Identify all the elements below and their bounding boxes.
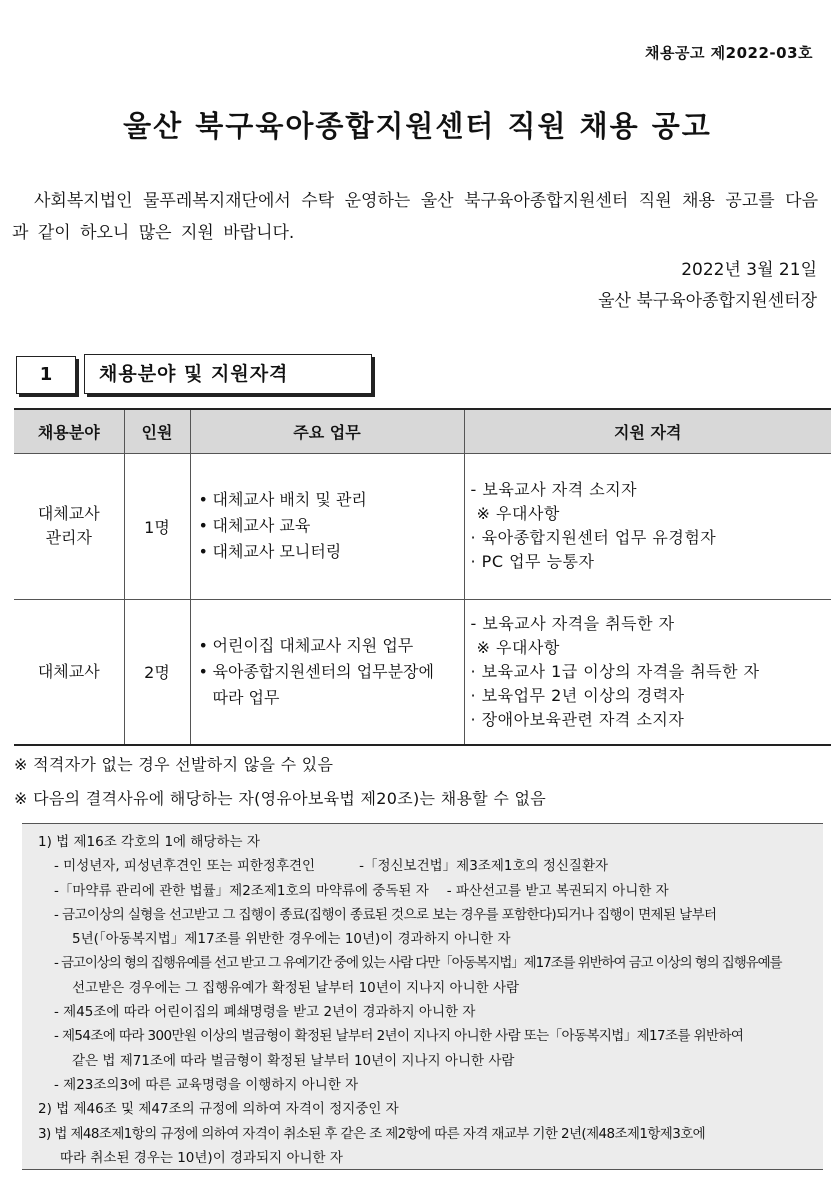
disqualification-subitem: - 금고이상의 형의 집행유예를 선고 받고 그 유예기간 중에 있는 사람 다만「아동복지법」제17조를 위반하여 금고 이상의 형의 집행유예를: [54, 955, 782, 972]
duty-item-continued: 따라 업무: [212, 687, 280, 707]
duty-item: • 대체교사 모니터링: [199, 539, 464, 565]
note-disqualification: ※ 다음의 결격사유에 해당하는 자(영유아보육법 제20조)는 채용할 수 없음: [14, 789, 547, 808]
disqualification-item: 2) 법 제46조 및 제47조의 규정에 의하여 자격이 정지중인 자: [38, 1101, 399, 1118]
header-duties: 주요 업무: [190, 409, 464, 453]
qualification-line: · 보육교사 1급 이상의 자격을 취득한 자: [470, 661, 760, 681]
qualification-line: - 보육교사 자격 소지자: [470, 480, 638, 499]
disqualification-subitem: - 제54조에 따라 300만원 이상의 벌금형이 확정된 날부터 2년이 지나지 아니한 사람 또는「아동복지법」제17조를 위반하여: [54, 1028, 744, 1045]
header-qualifications: 지원 자격: [464, 409, 831, 453]
note-no-qualified: ※ 적격자가 없는 경우 선발하지 않을 수 있음: [14, 755, 334, 774]
qualification-line: - 보육교사 자격을 취득한 자: [470, 613, 675, 633]
qualifications-cell: [464, 453, 831, 599]
notice-number: 채용공고 제2022-03호: [644, 44, 813, 62]
intro-paragraph: [12, 185, 818, 249]
qualification-line: · 육아종합지원센터 업무 유경험자: [470, 528, 717, 547]
field-cell: 대체교사: [14, 599, 124, 745]
disqualification-item: 3) 법 제48조제1항의 규정에 의하여 자격이 취소된 후 같은 조 제2항에 따른 자격 재교부 기한 2년(제48조제1항제3호에: [38, 1125, 706, 1142]
field-name-line: 대체교사: [37, 504, 100, 523]
preferred-label: ※ 우대사항: [476, 637, 560, 657]
duty-item: • 대체교사 배치 및 관리: [199, 487, 464, 513]
document-title: 울산 북구육아종합지원센터 직원 채용 공고: [123, 109, 712, 143]
disqualification-subitem: - 제45조에 따라 어린이집의 폐쇄명령을 받고 2년이 경과하지 아니한 자: [54, 1004, 476, 1021]
section-title: 채용분야 및 지원자격: [84, 354, 372, 394]
announcement-date: 2022년 3월 21일: [681, 260, 817, 280]
disqualification-text: -「마약류 관리에 관한 법률」제2조제1호의 마약류에 중독된 자: [54, 882, 429, 899]
disqualification-subitem: [34, 879, 813, 903]
qualification-line: · 장애아보육관련 자격 소지자: [470, 709, 685, 729]
section-number: 1: [16, 356, 76, 394]
count-cell: 2명: [124, 599, 190, 745]
disqualification-continued: 따라 취소된 경우는 10년)이 경과되지 아니한 자: [60, 1149, 343, 1166]
field-cell: [14, 453, 124, 599]
disqualification-text: -「정신보건법」제3조제1호의 정신질환자: [359, 858, 609, 875]
disqualification-continued: 5년(「아동복지법」제17조를 위반한 경우에는 10년)이 경과하지 아니한 자: [72, 931, 511, 948]
disqualification-continued: 선고받은 경우에는 그 집행유예가 확정된 날부터 10년이 지나지 아니한 사람: [72, 979, 520, 996]
issuer-name: 울산 북구육아종합지원센터장: [598, 291, 817, 311]
disqualification-subitem: - 금고이상의 실형을 선고받고 그 집행이 종료(집행이 종료된 것으로 보는 경우를 포함한다)되거나 집행이 면제된 날부터: [54, 906, 717, 923]
disqualification-text: - 파산선고를 받고 복권되지 아니한 자: [446, 882, 669, 899]
field-name-line: 관리자: [45, 528, 92, 547]
qualifications-cell: [464, 599, 831, 745]
disqualification-subitem: - 제23조의3에 따른 교육명령을 이행하지 아니한 자: [54, 1076, 359, 1093]
qualification-line: · 보육업무 2년 이상의 경력자: [470, 685, 685, 705]
disqualification-subitem: [34, 854, 813, 878]
disqualification-item: 1) 법 제16조 각호의 1에 해당하는 자: [38, 834, 260, 850]
duty-item: • 대체교사 교육: [199, 513, 464, 539]
header-count: 인원: [124, 409, 190, 453]
duties-cell: [190, 599, 464, 745]
disqualification-text: - 미성년자, 피성년후견인 또는 피한정후견인: [54, 858, 316, 875]
duties-cell: [190, 453, 464, 599]
table-row: [14, 453, 831, 599]
count-cell: 1명: [124, 453, 190, 599]
table-header-row: [14, 409, 831, 453]
qualification-line: · PC 업무 능통자: [470, 552, 595, 571]
disqualification-continued: 같은 법 제71조에 따라 벌금형이 확정된 날부터 10년이 지나지 아니한 사람: [72, 1052, 515, 1069]
preferred-label: ※ 우대사항: [476, 504, 560, 523]
disqualification-box: [22, 823, 823, 1170]
table-row: [14, 599, 831, 745]
header-field: 채용분야: [14, 409, 124, 453]
recruitment-table: [14, 408, 831, 746]
intro-text: 사회복지법인 물푸레복지재단에서 수탁 운영하는 울산 북구육아종합지원센터 직원 채용 공고를 다음과 같이 하오니 많은 지원 바랍니다.: [12, 191, 818, 243]
duty-item: • 육아종합지원센터의 업무분장에: [199, 659, 464, 685]
duty-item: • 어린이집 대체교사 지원 업무: [199, 633, 464, 659]
